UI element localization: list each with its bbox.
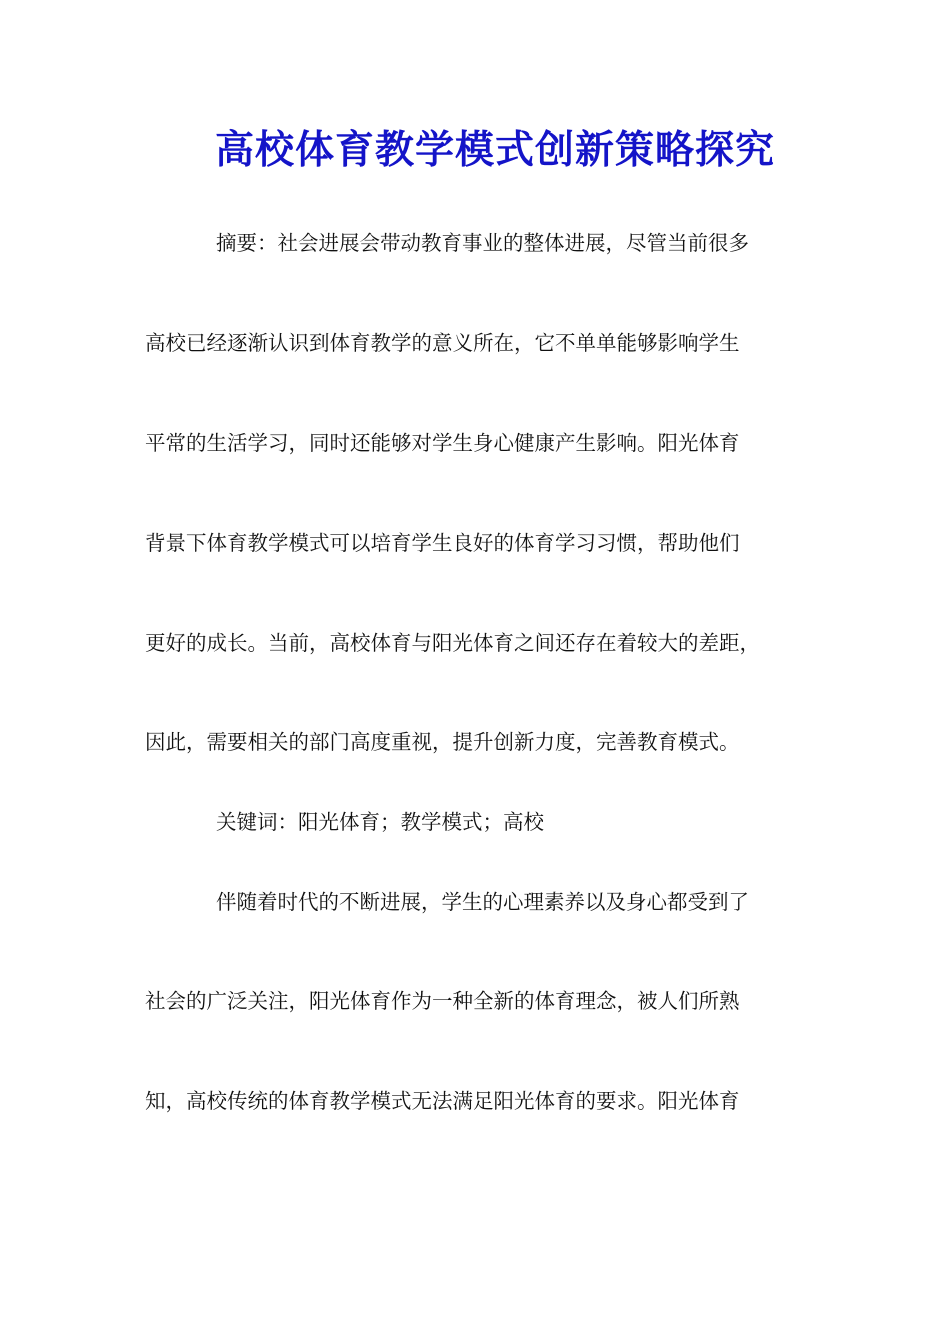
- abstract-line: 高校已经逐渐认识到体育教学的意义所在，它不单单能够影响学生: [145, 331, 740, 355]
- abstract-line: 背景下体育教学模式可以培育学生良好的体育学习习惯，帮助他们: [145, 531, 740, 555]
- body-paragraph-line: 知，高校传统的体育教学模式无法满足阳光体育的要求。阳光体育: [145, 1089, 740, 1113]
- body-paragraph-line: 伴随着时代的不断进展，学生的心理素养以及身心都受到了: [216, 890, 749, 914]
- body-paragraph-line: 社会的广泛关注，阳光体育作为一种全新的体育理念，被人们所熟: [145, 989, 740, 1013]
- abstract-line: 因此，需要相关的部门高度重视，提升创新力度，完善教育模式。: [145, 730, 740, 754]
- abstract-line: 摘要：社会进展会带动教育事业的整体进展，尽管当前很多: [216, 231, 749, 255]
- document-title: 高校体育教学模式创新策略探究: [214, 127, 775, 173]
- keywords-line: 关键词：阳光体育；教学模式；高校: [216, 810, 544, 834]
- abstract-line: 更好的成长。当前，高校体育与阳光体育之间还存在着较大的差距，: [145, 631, 760, 655]
- abstract-line: 平常的生活学习，同时还能够对学生身心健康产生影响。阳光体育: [145, 431, 740, 455]
